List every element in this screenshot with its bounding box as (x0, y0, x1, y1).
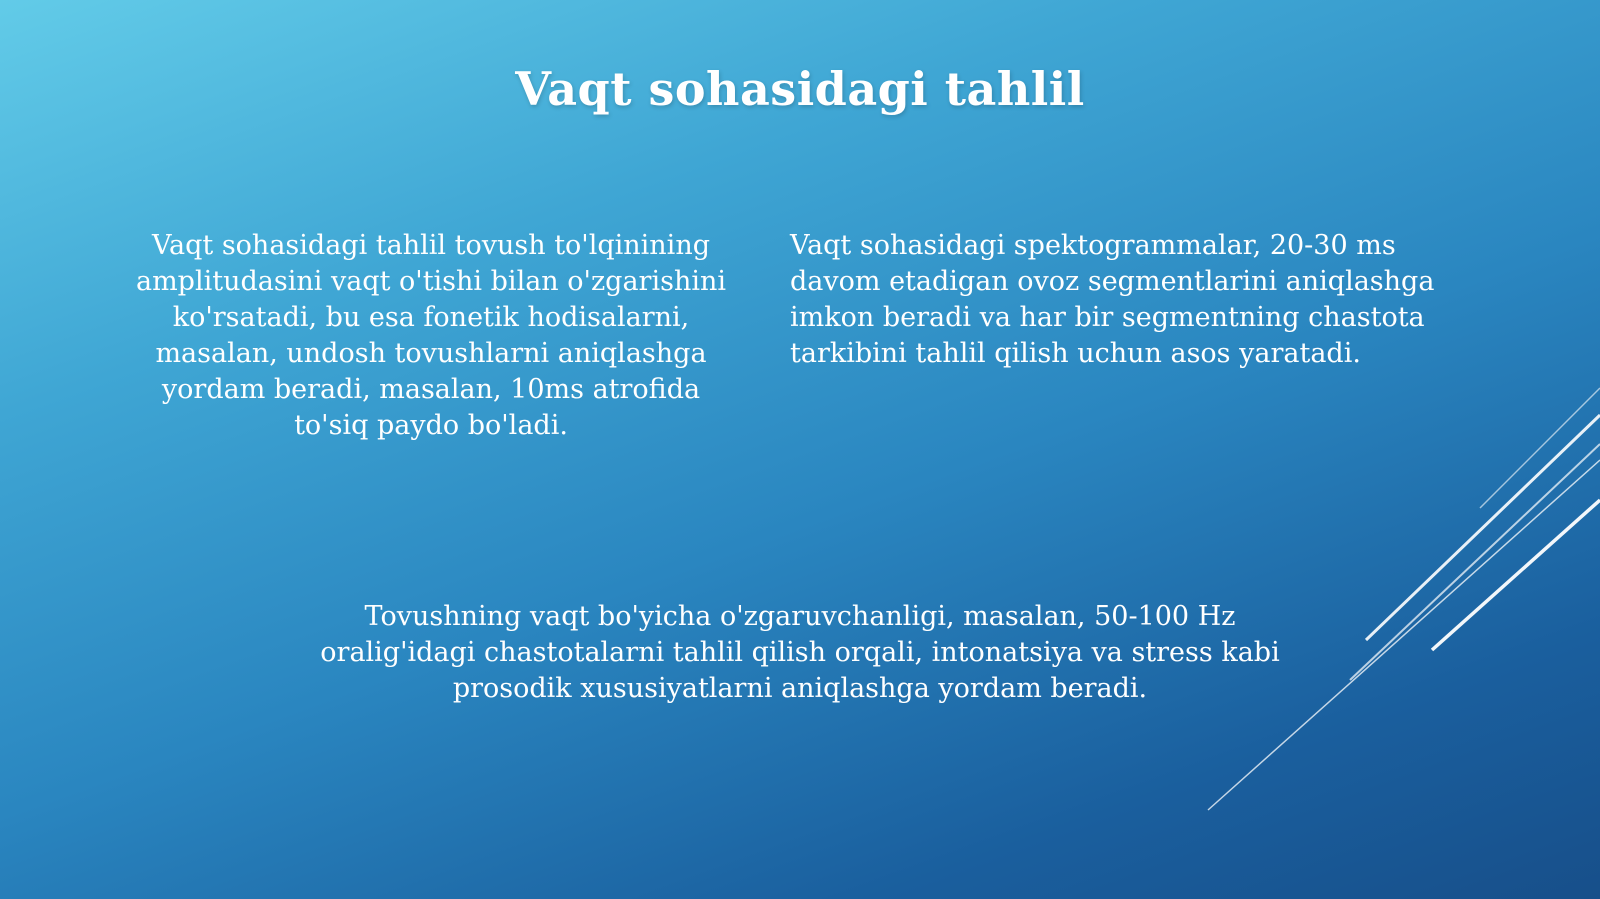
paragraph-line: davom etadigan ovoz segmentlarini aniqlashga (790, 266, 1435, 297)
paragraph-line: yordam beradi, masalan, 10ms atrofida (161, 374, 701, 405)
bottom-paragraph (255, 599, 1345, 707)
slide-title: Vaqt sohasidagi tahlil (515, 62, 1085, 116)
paragraph-line: amplitudasini vaqt o'tishi bilan o'zgarishini (135, 266, 727, 297)
paragraph-line: to'siq paydo bo'ladi. (294, 410, 568, 441)
paragraph-line: oralig'idagi chastotalarni tahlil qilish orqali, intonatsiya va stress kabi (320, 637, 1280, 668)
deco-line (1480, 388, 1600, 508)
paragraph-line: prosodik xususiyatlarni aniqlashga yordam beradi. (452, 673, 1148, 704)
paragraph-line: ko'rsatadi, bu esa fonetik hodisalarni, (172, 302, 690, 333)
right-paragraph (790, 228, 1435, 372)
paragraph-line: masalan, undosh tovushlarni aniqlashga (155, 338, 707, 369)
paragraph-line: Vaqt sohasidagi tahlil tovush to'lqinining (151, 230, 710, 261)
paragraph-line: tarkibini tahlil qilish uchun asos yaratadi. (790, 338, 1361, 369)
left-paragraph (100, 228, 762, 444)
deco-line (1350, 444, 1600, 680)
paragraph-line: imkon beradi va har bir segmentning chastota (790, 302, 1425, 333)
paragraph-line: Tovushning vaqt bo'yicha o'zgaruvchanligi, masalan, 50-100 Hz (364, 601, 1236, 632)
paragraph-line: Vaqt sohasidagi spektogrammalar, 20-30 ms (790, 230, 1396, 261)
